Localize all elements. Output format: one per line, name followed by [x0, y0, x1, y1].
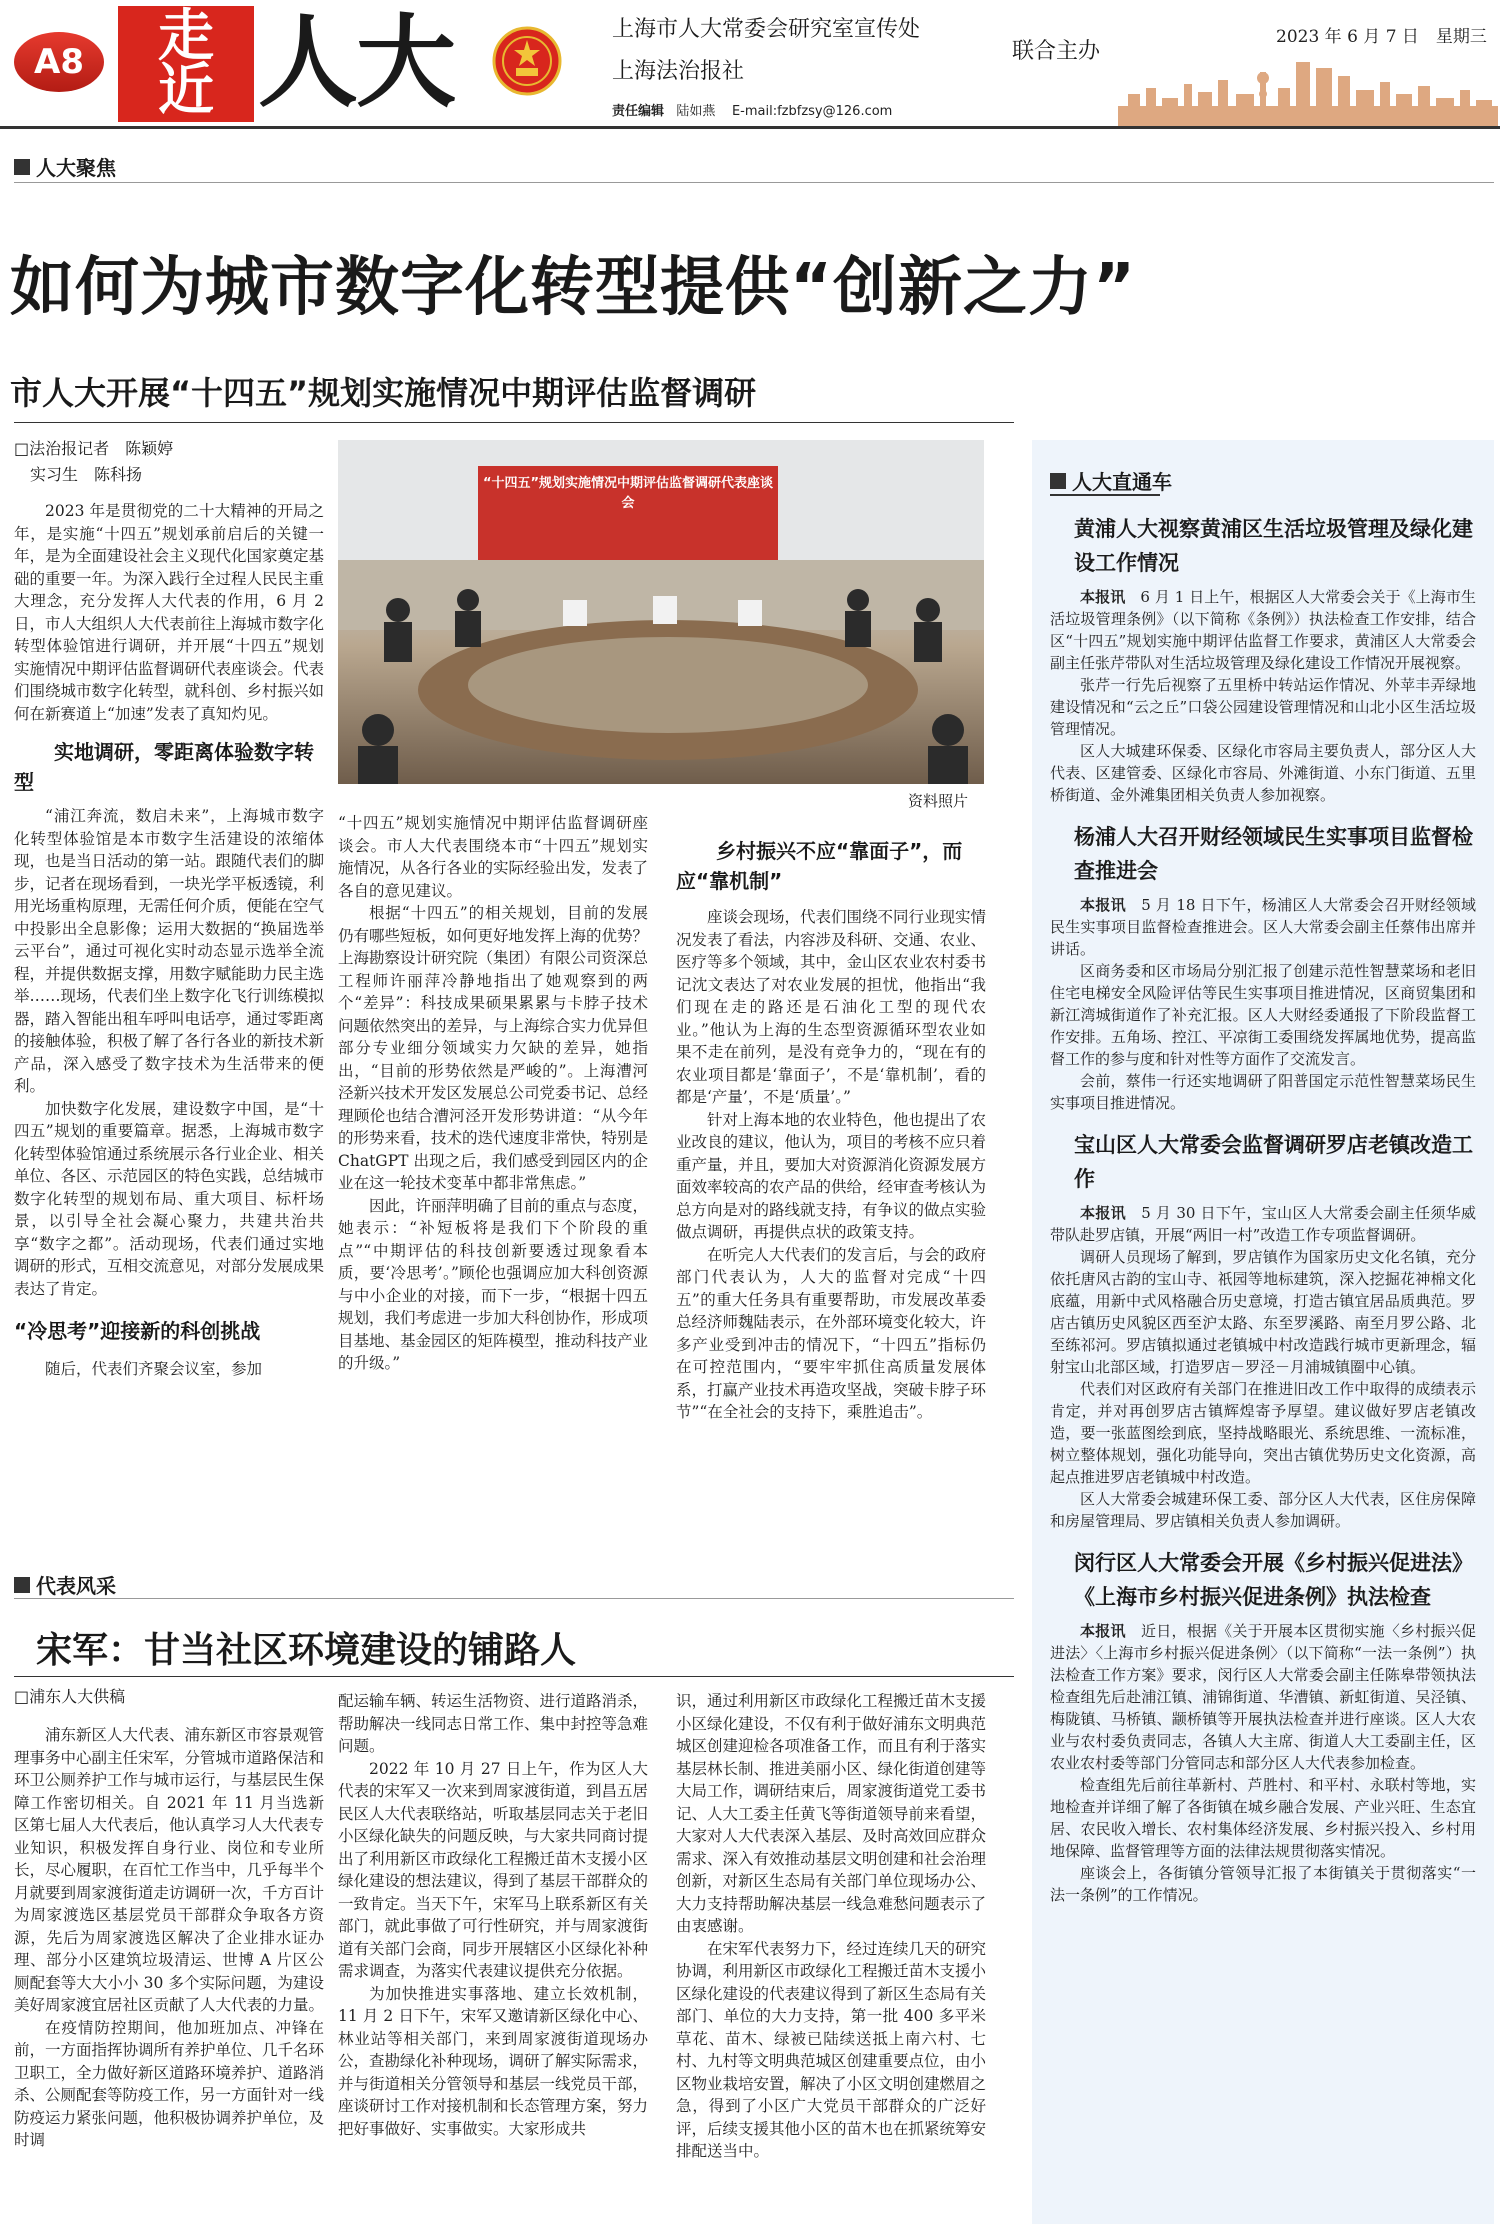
- sidebar-article-text: 检查组先后前往革新村、芦胜村、和平村、永联村等地，实地检查并详细了解了各街镇在城乡融合发展、产业兴旺、生态宜居、农民收入增长、农村集体经济发展、乡村振兴投入、乡村用地保障、监督管理等方面的法律法规贯彻落实情况。: [1050, 1776, 1476, 1860]
- sidebar-article-text: 5 月 18 日下午，杨浦区人大常委会召开财经领域民生实事项目监督检查推进会。区人大常委会副主任蔡伟出席并讲话。: [1050, 896, 1476, 958]
- national-emblem-icon: [492, 26, 562, 96]
- article2-headline-rule: [14, 1676, 1014, 1677]
- masthead-red-title: [118, 6, 254, 122]
- article2-column-1: [14, 1724, 324, 2224]
- editor-name: 陆如燕: [676, 104, 716, 119]
- sidebar-article-text: 会前，蔡伟一行还实地调研了阳普国定示范性智慧菜场民生实事项目推进情况。: [1050, 1072, 1476, 1112]
- organizer-2: 上海法治报社: [612, 59, 745, 84]
- sidebar-label-rule: [1050, 494, 1160, 496]
- article1-subhead-3: 乡村振兴不应“靠面子”，而应“靠机制”: [676, 839, 963, 893]
- lead-tag: 本报讯: [1080, 1204, 1126, 1222]
- article2-col2-p2: 2022 年 10 月 27 日上午，作为区人大代表的宋军又一次来到周家渡街道，到昌五居民区人大代表联络站，听取基层同志关于老旧小区绿化缺失的问题反映，与大家共同商讨提出了利用新区市政绿化工程搬迁苗木支援小区绿化建设的想法建议，得到了基层干部群众的一致肯定。当天下午，宋军马上联系新区有关部门，就此事做了可行性研究，并与周家渡街道有关部门会商，同步开展辖区小区绿化补种需求调查，为落实代表建议提供充分依据。: [338, 1759, 648, 1980]
- section-square-icon: [14, 159, 30, 175]
- byline-intern: 实习生 陈科扬: [14, 465, 143, 484]
- article1-col2-p3: 因此，许丽萍明确了目前的重点与态度，她表示：“补短板将是我们下个阶段的重点”“中期评估的科技创新要透过现象看本质，要‘冷思考’。”顾伦也强调应加大科创资源与中小企业的对接，而下一步，“根据十四五规划，我们考虑进一步加大科创协作，形成项目基地、基金园区的矩阵模型，推动科技产业的升级。”: [338, 1196, 648, 1372]
- sidebar-article-text: 座谈会上，各街镇分管领导汇报了本街镇关于贯彻落实“一法一条例”的工作情况。: [1050, 1864, 1476, 1904]
- article1-column-2: [338, 812, 648, 1530]
- article1-col2-p2: 根据“十四五”的相关规划，目前的发展仍有哪些短板，如何更好地发挥上海的优势？上海勘察设计研究院（集团）有限公司资深总工程师许丽萍冷静地指出了她观察到的两个“差异”：科技成果硕果累累与卡脖子技术问题依然突出的差异，与上海综合实力优异但部分专业细分领域实力欠缺的差异，她指出，“目前的形势依然是严峻的”。上海漕河泾新兴技术开发区发展总公司党委书记、总经理顾伦也结合漕河泾开发形势讲道：“从今年的形势来看，技术的迭代速度非常快，特别是 ChatGPT 出现之后，我们感受到园区内的企业在这一轮技术变革中都非常焦虑。”: [338, 904, 648, 1192]
- section2-rule: [14, 1598, 1014, 1599]
- article2-byline: □浦东人大供稿: [14, 1687, 126, 1706]
- sidebar-article-text: 区人大城建环保委、区绿化市容局主要负责人，部分区人大代表、区建管委、区绿化市容局、外滩街道、小东门街道、五里桥街道、金外滩集团相关负责人参加视察。: [1050, 742, 1476, 804]
- sidebar-article-text: 区人大常委会城建环保工委、部分区人大代表，区住房保障和房屋管理局、罗店镇相关负责人参加调研。: [1050, 1490, 1476, 1530]
- article2-col2-p3: 为加快推进实事落地、建立长效机制，11 月 2 日下午，宋军又邀请新区绿化中心、林业站等相关部门，来到周家渡街道现场办公，查勘绿化补种现场，调研了解实际需求，并与街道相关分管领导和基层一线党员干部，座谈研讨工作对接机制和长态管理方案，努力把好事做好、实事做实。大家形成共: [338, 1984, 648, 2138]
- article1-column-3: [676, 836, 986, 1530]
- main-headline: 如何为城市数字化转型提供“创新之力”: [10, 251, 1137, 325]
- sidebar-article-text: 调研人员现场了解到，罗店镇作为国家历史文化名镇，充分依托唐风古韵的宝山寺、祇园等地标建筑，深入挖掘花神棉文化底蕴，用新中式风格融合历史意境，打造古镇宜居品质典范。罗店古镇历史风貌区西至沪太路、东至罗溪路、南至月罗公路、北至练祁河。罗店镇拟通过老镇城中村改造践行城市更新理念，辐射宝山北部区域，打造罗店－罗泾－月浦城镇圈中心镇。: [1050, 1248, 1476, 1376]
- editor-email: E-mail:fzbfzsy@126.com: [731, 104, 893, 119]
- sidebar-news-panel: [1032, 440, 1494, 2224]
- meeting-photo: [338, 440, 984, 784]
- headline-rule: [14, 422, 1014, 423]
- photo-caption: 资料照片: [908, 792, 969, 810]
- article1-col2-p1: “十四五”规划实施情况中期评估监督调研座谈会。市人大代表围绕本市“十四五”规划实施情况，从各行各业的实际经验出发，发表了各自的意见建议。: [338, 814, 648, 900]
- article1-col3-p3: 在听完人大代表们的发言后，与会的政府部门代表认为，人大的监督对完成“十四五”的重大任务具有重要帮助，市发展改革委总经济师魏陆表示，在外部环境变化较大，许多产业受到冲击的情况下，“十四五”指标仍在可控范围内，“要牢牢抓住高质量发展体系，打赢产业技术再造攻坚战，突破卡脖子环节”“在全社会的支持下，乘胜追击”。: [676, 1245, 986, 1421]
- article2-col1-p1: 浦东新区人大代表、浦东新区市容景观管理事务中心副主任宋军，分管城市道路保洁和环卫公厕养护工作与城市运行，与基层民生保障工作密切相关。自 2021 年 11 月当选新区第七届人大代表后，他认真学习人大代表专业知识，积极发挥自身行业、岗位和专业所长，尽心履职，在百忙工作当中，几乎每半个月就要到周家渡街道走访调研一次，千方百计为周家渡选区基层党员干部群众争取各方资源，先后为周家渡选区解决了企业排水证办理、部分小区建筑垃圾清运、世博 A 片区公厕配套等大大小小 30 多个实际问题，为建设美好周家渡宜居社区贡献了人大代表的力量。: [14, 1726, 324, 2014]
- organizer-1: 上海市人大常委会研究室宣传处: [612, 17, 921, 42]
- sidebar-label: [1050, 466, 1172, 495]
- section-square-icon: [1050, 473, 1066, 489]
- sidebar-article-text: 张芹一行先后视察了五里桥中转站运作情况、外苹丰弄绿地建设情况和“云之丘”口袋公园建设管理情况和山北小区生活垃圾管理情况。: [1050, 676, 1476, 738]
- masthead-title: 人大: [258, 4, 454, 121]
- article2-column-2: [338, 1690, 648, 2224]
- article1-subhead-1: 实地调研，零距离体验数字转型: [14, 740, 314, 794]
- sidebar-label-text: 人大直通车: [1072, 470, 1172, 494]
- article1-col1-p1: “浦江奔流，数启未来”，上海城市数字化转型体验馆是本市数字生活建设的浓缩体现，也是当日活动的第一站。跟随代表们的脚步，记者在现场看到，一块光学平板透镜，利用光场重构原理，无需任何介质，便能在空气中投影出全息影像；运用大数据的“换届选举云平台”，通过可视化实时动态显示选举全流程，并提供数据支撑，用数字赋能助力民主选举……现场，代表们坐上数字化飞行训练模拟器，踏入智能出租车呼叫电话亭，通过零距离的接触体验，积极了解了各行各业的新技术新产品，深入感受了数字技术为生活带来的便利。: [14, 807, 324, 1095]
- shanghai-skyline-illustration: [1118, 54, 1498, 126]
- masthead-red-char-2: 近: [158, 58, 214, 123]
- joint-host-label: 联合主办: [1012, 39, 1101, 64]
- section2-label-text: 代表风采: [36, 1574, 116, 1598]
- article1-col1-p3: 随后，代表们齐聚会议室，参加: [45, 1360, 263, 1378]
- section-rule: [14, 182, 1494, 183]
- byline-block: [14, 436, 324, 488]
- article1-col3-p2: 针对上海本地的农业特色，他也提出了农业改良的建议，他认为，项目的考核不应只着重产量，并且，要加大对资源消化资源发展方面效率较高的农产品的供给，经审查考核认为总方向是对的路线就支持，有争议的做点实验做点调研，再提供点状的政策支持。: [676, 1110, 986, 1241]
- article1-col3-p1: 座谈会现场，代表们围绕不同行业现实情况发表了看法，内容涉及科研、交通、农业、医疗等多个领域，其中，金山区农业农村委书记沈文表达了对农业发展的担忧，他指出“我们现在走的路还是石油化工型的现代农业。”他认为上海的生态型资源循环型农业如果不走在前列，是没有竞争力的，“现在有的农业项目都是‘靠面子’，不是‘靠机制’，看的都是‘产量’，不是‘质量’。”: [676, 908, 986, 1106]
- lead-tag: 本报讯: [1080, 1622, 1126, 1640]
- lead-tag: 本报讯: [1080, 588, 1126, 606]
- article1-subhead-2: “冷思考”迎接新的科创挑战: [14, 1319, 261, 1343]
- section-label-deputy: [14, 1570, 116, 1599]
- article2-headline: 宋军：甘当社区环境建设的铺路人: [36, 1630, 577, 1671]
- page-number-badge: A8: [14, 32, 104, 92]
- sidebar-article-title: 杨浦人大召开财经领域民生实事项目监督检查推进会: [1074, 825, 1473, 883]
- main-subheadline: 市人大开展“十四五”规划实施情况中期评估监督调研: [10, 374, 757, 412]
- article2-col3-p2: 在宋军代表努力下，经过连续几天的研究协调，利用新区市政绿化工程搬迁苗木支援小区绿化建设的代表建议得到了新区生态局有关部门、单位的大力支持，第一批 400 多平米草花、苗木、绿被已陆续送抵上南六村、七村、九村等文明典范城区创建重要点位，由小区物业栽培安置，解决了小区文明创建燃眉之急，得到了小区广大党员干部群众的广泛好评，后续支援其他小区的苗木也在抓紧统筹安排配送当中。: [676, 1939, 986, 2160]
- editor-label: 责任编辑: [612, 104, 665, 119]
- sidebar-article-text: 6 月 1 日上午，根据区人大常委会关于《上海市生活垃圾管理条例》（以下简称《条例》）执法检查工作安排，结合区“十四五”规划实施中期评估监督工作要求，黄浦区人大常委会副主任张芹带队对生活垃圾管理及绿化建设工作情况开展视察。: [1050, 588, 1476, 672]
- article2-col1-p2: 在疫情防控期间，他加班加点、冲锋在前，一方面指挥协调所有养护单位、几千名环卫职工，全力做好新区道路环境养护、道路消杀、公厕配套等防疫工作，另一方面针对一线防疫运力紧张问题，他积极协调养护单位，及时调: [14, 2018, 324, 2149]
- section-label-focus: [14, 152, 116, 181]
- sidebar-articles: [1050, 512, 1476, 2212]
- sidebar-article-text: 代表们对区政府有关部门在推进旧改工作中取得的成绩表示肯定，并对再创罗店古镇辉煌寄予厚望。建议做好罗店老镇改造，要一张蓝图绘到底，坚持战略眼光、系统思维、一流标准，树立整体规划，强化功能导向，突出古镇优势历史文化资源，高起点推进罗店老镇城中村改造。: [1050, 1380, 1476, 1486]
- article1-column-1: [14, 500, 324, 1530]
- article2-col3-p1: 识，通过利用新区市政绿化工程搬迁苗木支援小区绿化建设，不仅有利于做好浦东文明典范城区创建迎检各项准备工作，而且有利于落实基层林长制、推进美丽小区、绿化街道创建等大局工作，调研结束后，周家渡街道党工委书记、人大工委主任黄飞等街道领导前来看望，大家对人大代表深入基层、及时高效回应群众需求、深入有效推动基层文明创建和社会治理创新，对新区生态局有关部门单位现场办公、大力支持帮助解决基层一线急难愁问题表示了由衷感谢。: [676, 1692, 986, 1935]
- article2-col2-p1: 配运输车辆、转运生活物资、进行道路消杀，帮助解决一线同志日常工作、集中封控等急难问题。: [338, 1692, 648, 1755]
- article1-intro: 2023 年是贯彻党的二十大精神的开局之年，是实施“十四五”规划承前启后的关键一年，是为全面建设社会主义现代化国家奠定基础的重要一年。为深入践行全过程人民民主重大理念，充分发挥人大代表的作用，6 月 2 日，市人大组织人大代表前往上海城市数字化转型体验馆进行调研，并开展“十四五”规划实施情况中期评估监督调研代表座谈会。代表们围绕城市数字化转型，就科创、乡村振兴如何在新赛道上“加速”发表了真知灼见。: [14, 502, 324, 723]
- photo-banner-text: “十四五”规划实施情况中期评估监督调研代表座谈会: [482, 476, 774, 511]
- sidebar-article-text: 5 月 30 日下午，宝山区人大常委会副主任须华威带队赴罗店镇，开展“两旧一村”改造工作专项监督调研。: [1050, 1204, 1476, 1244]
- masthead-divider: [0, 126, 1500, 129]
- section-square-icon: [14, 1577, 30, 1593]
- masthead-red-char-1: 走: [158, 4, 214, 69]
- sidebar-article-title: 闵行区人大常委会开展《乡村振兴促进法》《上海市乡村振兴促进条例》执法检查: [1074, 1551, 1473, 1609]
- byline-reporter: □法治报记者 陈颖婷: [14, 439, 174, 458]
- section-label-text: 人大聚焦: [36, 156, 116, 180]
- sidebar-article-text: 区商务委和区市场局分别汇报了创建示范性智慧菜场和老旧住宅电梯安全风险评估等民生实事项目推进情况，区商贸集团和新江湾城街道作了补充汇报。区人大财经委通报了下阶段监督工作安排。五角场、控江、平凉街工委围绕发挥属地优势，提高监督工作的参与度和针对性等方面作了交流发言。: [1050, 962, 1476, 1068]
- sidebar-article-title: 黄浦人大视察黄浦区生活垃圾管理及绿化建设工作情况: [1074, 517, 1473, 575]
- lead-tag: 本报讯: [1080, 896, 1126, 914]
- sidebar-article-title: 宝山区人大常委会监督调研罗店老镇改造工作: [1074, 1133, 1473, 1191]
- editor-line: [612, 100, 892, 119]
- sidebar-article-text: 近日，根据《关于开展本区贯彻实施〈乡村振兴促进法〉〈上海市乡村振兴促进条例〉（以下简称“一法一条例”）执法检查工作方案》要求，闵行区人大常委会副主任陈皋带领执法检查组先后赴浦江镇、浦锦街道、华漕镇、新虹街道、吴泾镇、梅陇镇、马桥镇、颛桥镇等开展执法检查并进行座谈。区人大农业与农村委负责同志，各镇人大主席、街道人大工委副主任，区农业农村委等部门分管同志和部分区人大代表参加检查。: [1050, 1622, 1476, 1772]
- article2-column-3: [676, 1690, 986, 2224]
- issue-date: 2023 年 6 月 7 日 星期三: [1276, 27, 1487, 47]
- article1-col1-p2: 加快数字化发展，建设数字中国，是“十四五”规划的重要篇章。据悉，上海城市数字化转型体验馆通过系统展示各行业企业、相关单位、各区、示范园区的特色实践，总结城市数字化转型的规划布局、重大项目、标杆场景，以引导全社会凝心聚力，共建共治共享“数字之都”。活动现场，代表们通过实地调研的形式，互相交流意见，对部分发展成果表达了肯定。: [14, 1099, 324, 1298]
